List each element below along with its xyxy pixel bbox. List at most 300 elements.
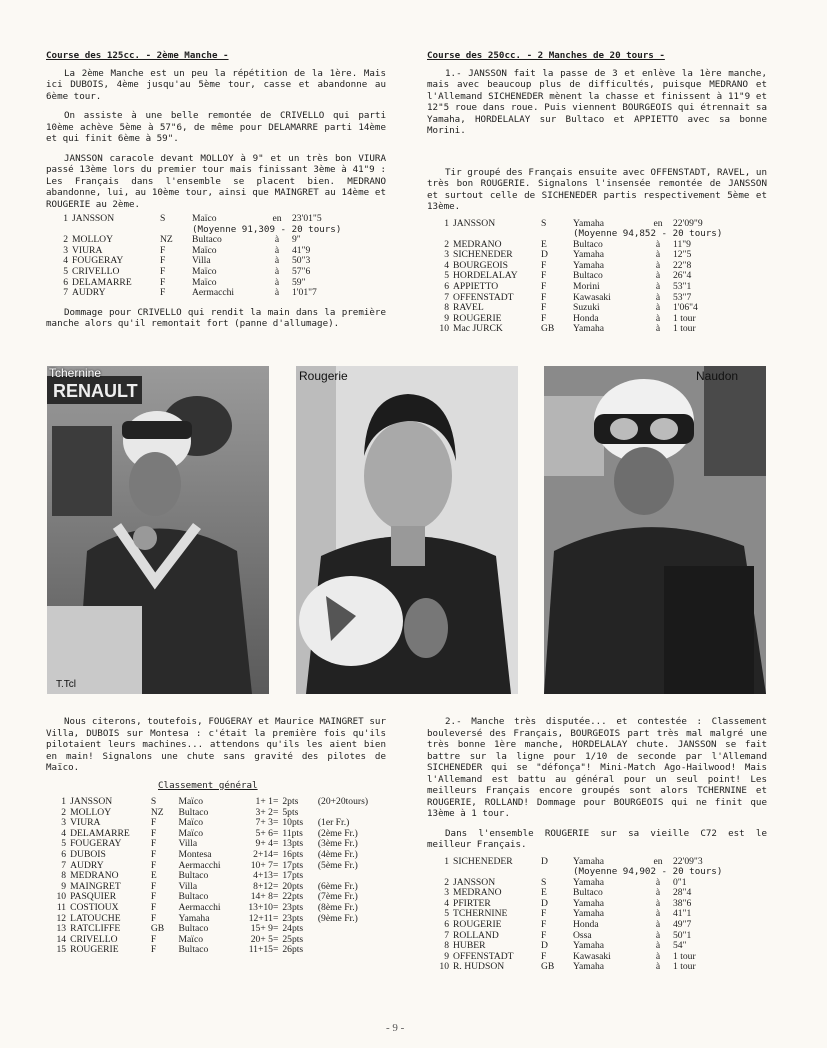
- time-cell: 9": [292, 234, 301, 246]
- photo-naudon: [544, 366, 766, 694]
- nationality-cell: F: [150, 944, 157, 956]
- position-cell: 10: [439, 961, 449, 973]
- position-cell: 8: [444, 940, 449, 952]
- rider-name-cell: JANSSON: [453, 217, 496, 229]
- points-cell: 17pts: [282, 870, 304, 882]
- points-cell: 23pts: [282, 912, 304, 924]
- points-calc-cell: 8+12=: [253, 880, 279, 892]
- gap-prefix-cell: en: [272, 213, 282, 224]
- paragraph: Dommage pour CRIVELLO qui rendit la main dans la première manche alors qu'il remontait fort (panne d'allumage).: [46, 306, 386, 330]
- photo-caption-rougerie: Rougerie: [299, 369, 348, 383]
- rider-name-cell: HORDELALAY: [453, 270, 518, 282]
- gap-prefix-cell: à: [655, 281, 661, 293]
- time-cell: 41"9: [292, 244, 311, 256]
- time-cell: 1 tour: [673, 312, 696, 324]
- position-cell: 12: [56, 912, 67, 924]
- time-cell: 0"1: [673, 876, 687, 888]
- rider-name-cell: OFFENSTADT: [453, 950, 514, 962]
- bike-cell: Maïco: [192, 265, 217, 277]
- bike-cell: Kawasaki: [573, 291, 611, 303]
- position-cell: 4: [63, 255, 68, 267]
- results-table-250-manche2: [433, 857, 733, 974]
- rider-name-cell: FOUGERAY: [72, 255, 124, 267]
- nationality-cell: S: [160, 213, 166, 224]
- nationality-cell: D: [541, 855, 548, 867]
- nationality-cell: E: [541, 887, 547, 899]
- paragraph: Nous citerons, toutefois, FOUGERAY et Maurice MAINGRET sur Villa, DUBOIS sur Montesa : c'était la première fois qu'ils pilotaient leurs machines... attendons qu'ils les aient bien en main! Signalons une chute sans gravité des pilotes de Maïco.: [46, 716, 386, 773]
- classement-title: Classement général: [158, 779, 258, 791]
- svg-text:RENAULT: RENAULT: [53, 381, 138, 401]
- note-cell: (5ème Fr.): [317, 859, 358, 871]
- rider-name-cell: ROLLAND: [453, 929, 499, 941]
- bike-cell: Villa: [192, 255, 211, 267]
- nationality-cell: S: [150, 796, 157, 807]
- position-cell: 6: [444, 281, 449, 293]
- gap-prefix-cell: à: [655, 940, 661, 952]
- points-cell: 23pts: [282, 901, 304, 913]
- average-speed: (Moyenne 94,902 - 20 tours): [573, 866, 723, 878]
- bike-cell: Bultaco: [573, 887, 603, 899]
- nationality-cell: F: [150, 880, 157, 892]
- table-row: [52, 945, 386, 956]
- position-cell: 13: [56, 923, 67, 935]
- bike-cell: Yamaha: [573, 855, 605, 867]
- note-cell: [318, 935, 386, 946]
- bike-cell: Yamaha: [573, 249, 605, 261]
- position-cell: 11: [56, 901, 67, 913]
- nationality-cell: NZ: [160, 234, 173, 246]
- table-row: [52, 903, 386, 914]
- position-cell: 6: [444, 919, 449, 931]
- bike-cell: Yamaha: [573, 876, 605, 888]
- time-cell: 41"1: [673, 908, 692, 920]
- rider-name-cell: MEDRANO: [453, 887, 502, 899]
- nationality-cell: F: [160, 287, 166, 299]
- right-bottom-column: [427, 716, 767, 973]
- rider-name-cell: CRIVELLO: [72, 265, 120, 277]
- nationality-cell: NZ: [150, 806, 164, 818]
- rider-name-cell: VIURA: [70, 817, 101, 829]
- points-calc-cell: 5+ 6=: [255, 827, 279, 839]
- nationality-cell: F: [541, 919, 547, 931]
- bike-cell: Yamaha: [573, 217, 605, 229]
- time-cell: 26"4: [673, 270, 692, 282]
- time-cell: 1 tour: [673, 961, 696, 973]
- bike-cell: Bultaco: [178, 870, 209, 882]
- gap-prefix-cell: à: [655, 312, 661, 324]
- time-cell: 12"5: [673, 249, 692, 261]
- nationality-cell: F: [150, 817, 157, 829]
- position-cell: 3: [444, 249, 449, 261]
- position-cell: 4: [61, 827, 67, 839]
- time-cell: 50"1: [673, 929, 692, 941]
- bike-cell: Montesa: [178, 848, 212, 860]
- position-cell: 9: [61, 880, 67, 892]
- results-table-250-manche1: [433, 219, 733, 336]
- note-cell: (7ème Fr.): [317, 891, 358, 903]
- points-cell: 26pts: [282, 944, 304, 956]
- points-calc-cell: 20+ 5=: [250, 933, 279, 945]
- rider-name-cell: PFIRTER: [453, 897, 491, 909]
- table-row: [52, 267, 352, 278]
- rider-name-cell: Mac JURCK: [453, 323, 503, 335]
- position-cell: 1: [444, 217, 449, 229]
- bike-cell: Bultaco: [178, 891, 209, 903]
- gap-prefix-cell: à: [274, 265, 280, 277]
- bike-cell: Yamaha: [573, 897, 605, 909]
- rider-name-cell: FOUGERAY: [70, 838, 122, 850]
- rider-name-cell: JANSSON: [70, 796, 113, 807]
- gap-prefix-cell: à: [274, 255, 280, 267]
- bike-cell: Bultaco: [573, 238, 603, 250]
- time-cell: 22'09"3: [673, 855, 703, 867]
- rider-name-cell: MEDRANO: [70, 870, 119, 882]
- nationality-cell: F: [541, 929, 547, 941]
- points-cell: 24pts: [282, 923, 304, 935]
- points-cell: 22pts: [282, 891, 304, 903]
- nationality-cell: F: [160, 255, 166, 267]
- position-cell: 9: [444, 950, 449, 962]
- average-speed: (Moyenne 94,852 - 20 tours): [573, 228, 723, 240]
- rider-name-cell: SICHENEDER: [453, 249, 513, 261]
- position-cell: 7: [444, 929, 449, 941]
- table-row: [52, 850, 386, 861]
- bike-cell: Bultaco: [178, 806, 209, 818]
- paragraph: Dans l'ensemble ROUGERIE sur sa vieille C72 est le meilleur Français.: [427, 827, 767, 850]
- time-cell: 49"7: [673, 919, 692, 931]
- points-cell: 11pts: [282, 827, 303, 839]
- points-calc-cell: 3+ 2=: [255, 806, 279, 818]
- time-cell: 22"8: [673, 259, 692, 271]
- results-table-125-manche2: [52, 214, 352, 299]
- points-cell: 17pts: [282, 859, 304, 871]
- note-cell: (20+20tours): [317, 796, 369, 807]
- bike-cell: Honda: [573, 312, 599, 324]
- time-cell: 38"6: [673, 897, 692, 909]
- bike-cell: Yamaha: [573, 908, 605, 920]
- note-cell: [318, 924, 386, 935]
- points-calc-cell: 14+ 8=: [250, 891, 279, 903]
- rider-name-cell: R. HUDSON: [453, 961, 505, 973]
- position-cell: 4: [444, 897, 449, 909]
- left-top-column: [46, 50, 386, 338]
- nationality-cell: F: [541, 302, 547, 314]
- position-cell: 8: [444, 302, 449, 314]
- photo-caption-naudon: Naudon: [696, 369, 739, 383]
- bike-cell: Villa: [178, 838, 198, 850]
- rider-name-cell: LATOUCHE: [70, 912, 121, 924]
- position-cell: 2: [444, 238, 449, 250]
- page-number: - 9 -: [386, 1022, 405, 1034]
- photo-tchernine: [47, 366, 269, 694]
- gap-prefix-cell: à: [655, 919, 661, 931]
- position-cell: 2: [444, 876, 449, 888]
- bike-cell: Bultaco: [178, 923, 209, 935]
- position-cell: 9: [444, 312, 449, 324]
- points-calc-cell: 2+14=: [253, 848, 279, 860]
- bike-cell: Maïco: [178, 933, 203, 945]
- position-cell: 5: [444, 270, 449, 282]
- position-cell: 7: [444, 291, 449, 303]
- position-cell: 2: [61, 806, 67, 818]
- gap-prefix-cell: à: [655, 961, 661, 973]
- bike-cell: Maïco: [178, 817, 203, 829]
- nationality-cell: E: [541, 238, 547, 250]
- gap-prefix-cell: à: [274, 234, 280, 246]
- nationality-cell: F: [160, 244, 166, 256]
- paragraph: 1.- JANSSON fait la passe de 3 et enlève la 1ère manche, mais avec beaucoup plus de difficultés, puisque MEDRANO et l'Allemand SICHENEDER mènent la chasse et finissent à 11"9 et 12"5 roue dans roue. Puis viennent BOURGEOIS qui étrennait sa Yamaha, HORDELALAY sur Bultaco et APPIETTO avec sa bonne Morini.: [427, 67, 767, 136]
- time-cell: 53"1: [673, 281, 692, 293]
- nationality-cell: F: [150, 933, 157, 945]
- points-cell: 13pts: [282, 838, 304, 850]
- nationality-cell: F: [150, 827, 157, 839]
- bike-cell: Maïco: [192, 244, 217, 256]
- rider-name-cell: MOLLOY: [72, 234, 114, 246]
- position-cell: 10: [439, 323, 449, 335]
- paragraph: 2.- Manche très disputée... et contestée : Classement bouleversé des Français, BOURGEOIS part très mal malgré une très bonne 1ère manche, HORDELALAY chute. JANSSON se fait battre sur la ligne pour 1/10 de seconde par l'Allemand SICHENEDER qui se "défonça"! Mini-Match Ago-Hailwood! Mais l'Allemand est battu au général pour un seul point! Les meilleurs Français encore groupés sont alors TCHERNINE et ROUGERIE, ROLLAND! Dommage pour BOURGEOIS qui ne finit que 13ème à 1 tour.: [427, 716, 767, 819]
- time-cell: 23'01"5: [292, 213, 322, 224]
- points-cell: 10pts: [282, 817, 304, 829]
- paragraph: JANSSON caracole devant MOLLOY à 9" et un très bon VIURA passé 13ème lors du premier tour mais finissant 3ème à 41"9 : Les Français dans l'ensemble se placent bien. MEDRANO abandonne, lui, au 10ème tour, ainsi que MAINGRET au 14ème et ROUGERIE au 2ème.: [46, 152, 386, 210]
- time-cell: 28"4: [673, 887, 692, 899]
- time-cell: 54": [673, 940, 687, 952]
- rider-name-cell: JANSSON: [453, 876, 496, 888]
- bike-cell: Maïco: [192, 276, 217, 288]
- position-cell: 3: [61, 817, 67, 829]
- gap-prefix-cell: à: [655, 238, 661, 250]
- table-row: [52, 214, 352, 225]
- table-row: [52, 288, 352, 299]
- time-cell: 53"7: [673, 291, 692, 303]
- note-cell: (1er Fr.): [317, 817, 350, 829]
- position-cell: 4: [444, 259, 449, 271]
- gap-prefix-cell: à: [655, 897, 661, 909]
- gap-prefix-cell: à: [655, 259, 661, 271]
- points-calc-cell: 13+10=: [248, 901, 279, 913]
- bike-cell: Bultaco: [178, 944, 209, 956]
- position-cell: 2: [63, 234, 68, 246]
- rider-name-cell: RATCLIFFE: [70, 923, 121, 935]
- nationality-cell: F: [150, 838, 157, 850]
- rider-name-cell: ROUGERIE: [453, 312, 502, 324]
- nationality-cell: F: [541, 908, 547, 920]
- points-calc-cell: 7+ 3=: [255, 817, 279, 829]
- nationality-cell: F: [541, 312, 547, 324]
- bike-cell: Yamaha: [573, 961, 605, 973]
- rider-name-cell: DUBOIS: [70, 848, 106, 860]
- gap-prefix-cell: à: [655, 302, 661, 314]
- table-row: [52, 797, 386, 808]
- bike-cell: Yamaha: [573, 940, 605, 952]
- position-cell: 5: [61, 838, 67, 850]
- nationality-cell: F: [150, 891, 157, 903]
- time-cell: 11"9: [673, 238, 691, 250]
- nationality-cell: F: [160, 276, 166, 288]
- gap-prefix-cell: en: [653, 217, 663, 229]
- note-cell: [318, 945, 386, 956]
- rider-name-cell: MOLLOY: [70, 806, 112, 818]
- gap-prefix-cell: à: [655, 876, 661, 888]
- bike-cell: Aermacchi: [178, 901, 221, 913]
- nationality-cell: D: [541, 249, 548, 261]
- points-calc-cell: 1+ 1=: [255, 796, 279, 807]
- gap-prefix-cell: à: [655, 950, 661, 962]
- nationality-cell: GB: [541, 961, 555, 973]
- nationality-cell: F: [541, 291, 547, 303]
- nationality-cell: D: [541, 940, 548, 952]
- bike-cell: Bultaco: [573, 270, 603, 282]
- nationality-cell: D: [541, 897, 548, 909]
- nationality-cell: S: [541, 876, 547, 888]
- rider-name-cell: ROUGERIE: [70, 944, 119, 956]
- nationality-cell: F: [541, 270, 547, 282]
- position-cell: 5: [63, 265, 68, 277]
- bike-cell: Honda: [573, 919, 599, 931]
- bike-cell: Aermacchi: [192, 287, 235, 299]
- position-cell: 5: [444, 908, 449, 920]
- rider-name-cell: COSTIOUX: [70, 901, 119, 913]
- position-cell: 1: [63, 213, 68, 224]
- rider-name-cell: SICHENEDER: [453, 855, 513, 867]
- paragraph: Tir groupé des Français ensuite avec OFFENSTADT, RAVEL, un très bon ROUGERIE. Signalons l'insensée remontée de JANSSON et surtout celle de SICHENEDER partis respectivement 5ème et 13ème.: [427, 166, 767, 212]
- rider-name-cell: TCHERNINE: [453, 908, 508, 920]
- nationality-cell: F: [150, 859, 157, 871]
- gap-prefix-cell: à: [274, 287, 280, 299]
- gap-prefix-cell: à: [274, 244, 280, 256]
- nationality-cell: GB: [150, 923, 165, 935]
- rider-name-cell: DELAMARRE: [70, 827, 130, 839]
- position-cell: 1: [61, 796, 67, 807]
- bike-cell: Yamaha: [573, 323, 605, 335]
- gap-prefix-cell: en: [653, 855, 663, 867]
- position-cell: 1: [444, 855, 449, 867]
- position-cell: 14: [56, 933, 67, 945]
- gap-prefix-cell: à: [655, 929, 661, 941]
- position-cell: 6: [63, 276, 68, 288]
- bike-cell: Aermacchi: [178, 859, 221, 871]
- rider-name-cell: RAVEL: [453, 302, 484, 314]
- rider-name-cell: CRIVELLO: [70, 933, 118, 945]
- gap-prefix-cell: à: [655, 908, 661, 920]
- rider-name-cell: VIURA: [72, 244, 103, 256]
- bike-cell: Yamaha: [573, 259, 605, 271]
- time-cell: 50"3: [292, 255, 311, 267]
- nationality-cell: E: [150, 870, 157, 882]
- rider-name-cell: BOURGEOIS: [453, 259, 508, 271]
- note-cell: (8ème Fr.): [317, 901, 358, 913]
- time-cell: 1'06"4: [673, 302, 698, 314]
- bike-cell: Suzuki: [573, 302, 600, 314]
- points-cell: 2pts: [282, 796, 299, 807]
- rider-name-cell: JANSSON: [72, 213, 115, 224]
- rider-name-cell: MAINGRET: [70, 880, 121, 892]
- position-cell: 8: [61, 870, 67, 882]
- note-cell: (6ème Fr.): [317, 880, 358, 892]
- bike-cell: Kawasaki: [573, 950, 611, 962]
- right-top-column: [427, 50, 767, 335]
- nationality-cell: F: [541, 259, 547, 271]
- gap-prefix-cell: à: [655, 249, 661, 261]
- position-cell: 7: [61, 859, 67, 871]
- points-calc-cell: 12+11=: [248, 912, 279, 924]
- paragraph: On assiste à une belle remontée de CRIVELLO qui parti 10ème achève 5ème à 57"6, de même pour DELAMARRE parti 14ème et qui finit 6ème à 59".: [46, 110, 386, 144]
- nationality-cell: GB: [541, 323, 555, 335]
- table-row: [433, 324, 733, 335]
- position-cell: 3: [444, 887, 449, 899]
- note-cell: (9ème Fr.): [317, 912, 358, 924]
- position-cell: 7: [63, 287, 68, 299]
- note-cell: (2ème Fr.): [317, 827, 358, 839]
- nationality-cell: F: [541, 950, 547, 962]
- time-cell: 1 tour: [673, 323, 696, 335]
- heading-250cc: Course des 250cc. - 2 Manches de 20 tours -: [427, 50, 665, 61]
- left-bottom-column: [46, 716, 386, 956]
- gap-prefix-cell: à: [655, 270, 661, 282]
- photo-credit: T.Tcl: [56, 679, 76, 690]
- time-cell: 59": [292, 276, 306, 288]
- points-calc-cell: 9+ 4=: [255, 838, 279, 850]
- rider-name-cell: AUDRY: [72, 287, 106, 299]
- points-cell: 20pts: [282, 880, 304, 892]
- rider-name-cell: DELAMARRE: [72, 276, 132, 288]
- average-speed: (Moyenne 91,309 - 20 tours): [192, 223, 342, 235]
- points-cell: 5pts: [282, 806, 299, 818]
- bike-cell: Morini: [573, 281, 600, 293]
- bike-cell: Maïco: [178, 796, 203, 807]
- note-cell: (3ème Fr.): [317, 838, 358, 850]
- bike-cell: Maïco: [178, 827, 203, 839]
- photo-caption-tchernine: Tchernine: [49, 366, 102, 380]
- points-calc-cell: 4+13=: [253, 870, 279, 882]
- nationality-cell: F: [150, 901, 157, 913]
- nationality-cell: F: [541, 281, 547, 293]
- heading-125cc: Course des 125cc. - 2ème Manche -: [46, 50, 229, 61]
- rider-name-cell: OFFENSTADT: [453, 291, 514, 303]
- bike-cell: Bultaco: [192, 234, 222, 246]
- points-cell: 25pts: [282, 933, 304, 945]
- nationality-cell: F: [150, 912, 157, 924]
- points-calc-cell: 15+ 9=: [250, 923, 279, 935]
- position-cell: 3: [63, 244, 68, 256]
- gap-prefix-cell: à: [655, 887, 661, 899]
- rider-name-cell: AUDRY: [70, 859, 104, 871]
- time-cell: 57"6: [292, 265, 311, 277]
- position-cell: 15: [56, 944, 67, 956]
- photo-rougerie: [296, 366, 518, 694]
- time-cell: 22'09"9: [673, 217, 703, 229]
- classement-general-table: [52, 797, 386, 956]
- gap-prefix-cell: à: [655, 323, 661, 335]
- points-cell: 16pts: [282, 848, 304, 860]
- nationality-cell: S: [541, 217, 547, 229]
- bike-cell: Ossa: [573, 929, 592, 941]
- bike-cell: Villa: [178, 880, 198, 892]
- points-calc-cell: 10+ 7=: [250, 859, 279, 871]
- rider-name-cell: MEDRANO: [453, 238, 502, 250]
- gap-prefix-cell: à: [274, 276, 280, 288]
- rider-name-cell: APPIETTO: [453, 281, 499, 293]
- rider-name-cell: ROUGERIE: [453, 919, 502, 931]
- position-cell: 6: [61, 848, 67, 860]
- bike-cell: Yamaha: [178, 912, 210, 924]
- time-cell: 1 tour: [673, 950, 696, 962]
- nationality-cell: F: [150, 848, 157, 860]
- table-row: [433, 962, 733, 973]
- bike-cell: Maïco: [192, 213, 217, 224]
- points-calc-cell: 11+15=: [248, 944, 279, 956]
- rider-name-cell: PASQUIER: [70, 891, 117, 903]
- note-cell: (4ème Fr.): [317, 848, 358, 860]
